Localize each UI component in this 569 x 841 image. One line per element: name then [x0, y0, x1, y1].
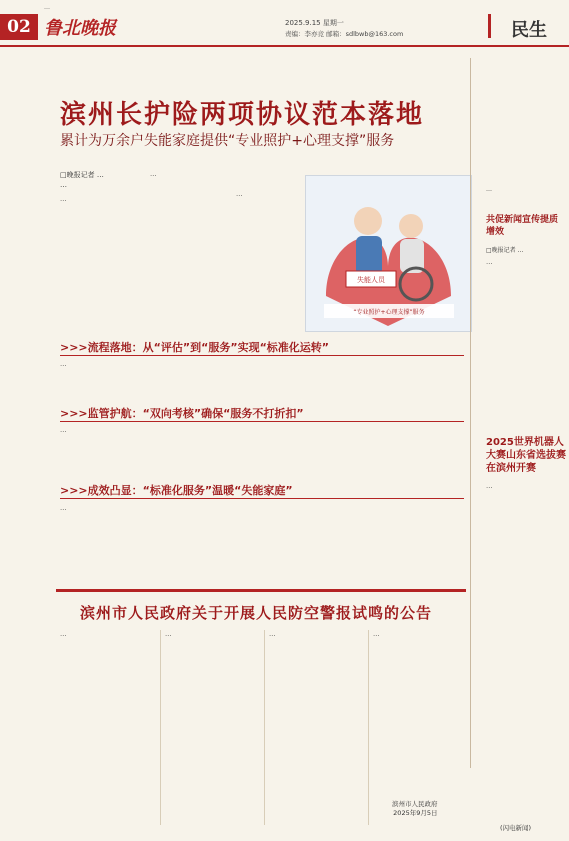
signature-date: 2025年9月5日	[393, 809, 438, 817]
section-text-supervision: …	[60, 426, 67, 434]
announcement-col-1: …	[60, 630, 67, 638]
illustration-photo	[305, 175, 472, 332]
announcement-title: 滨州市人民政府关于开展人民防空警报试鸣的公告	[80, 604, 433, 622]
column-divider	[264, 630, 265, 825]
announcement-col-3: …	[269, 630, 276, 638]
photo-caption: …	[236, 190, 243, 198]
header-rule	[0, 45, 569, 47]
page-header	[0, 0, 569, 58]
right-title-1: 共促新闻宣传提质增效	[486, 215, 559, 237]
column-divider	[368, 630, 369, 825]
hotline-text: …	[44, 4, 50, 11]
section-rule	[60, 498, 464, 499]
lead-paragraph: …	[60, 195, 67, 203]
section-bar	[488, 14, 491, 38]
subheadline: 累计为万余户失能家庭提供“专业照护+心理支撑”服务	[60, 133, 395, 149]
announcement-signature	[392, 800, 438, 818]
section-title-results: >>>成效凸显：“标准化服务”温暖“失能家庭”	[60, 484, 293, 497]
section-title-process: >>>流程落地：从“评估”到“服务”实现“标准化运转”	[60, 341, 330, 354]
section-title-supervision: >>>监管护航：“双向考核”确保“服务不打折扣”	[60, 407, 304, 420]
section-rule	[60, 355, 464, 356]
photo-label-2: “专业照护+心理支撑”服务	[353, 309, 425, 316]
lead-paragraph-2: …	[150, 170, 157, 178]
issue-date: 2025.9.15 星期一	[285, 19, 344, 27]
announcement-col-2: …	[165, 630, 172, 638]
page-number: 02	[7, 17, 31, 37]
section-rule	[60, 421, 464, 422]
right-byline-1: □晚报记者 …	[486, 247, 524, 254]
signature-org: 滨州市人民政府	[392, 800, 438, 808]
right-text-2: …	[486, 482, 493, 490]
right-text-1: …	[486, 258, 493, 266]
column-divider	[160, 630, 161, 825]
section-name: 民生	[511, 20, 547, 41]
headline: 滨州长护险两项协议范本落地	[60, 100, 425, 130]
photo-label-1: 失能人员	[357, 276, 385, 284]
section-text-results: …	[60, 504, 67, 512]
byline-reporter: □晚报记者 …	[60, 171, 104, 179]
news-credit: (闪电新闻)	[500, 824, 532, 832]
right-top-note: …	[486, 186, 492, 193]
section-text-process: …	[60, 360, 67, 368]
announcement-col-4: …	[373, 630, 380, 638]
paper-logo: 鲁北晚报	[44, 18, 116, 39]
care-illustration-icon	[306, 176, 471, 331]
right-title-2: 2025世界机器人大赛山东省选拔赛在滨州开赛	[486, 437, 566, 474]
editor-info: 责编：李亦竞 邮箱：sdlbwb@163.com	[285, 30, 404, 38]
byline-correspondent: …	[60, 181, 67, 189]
